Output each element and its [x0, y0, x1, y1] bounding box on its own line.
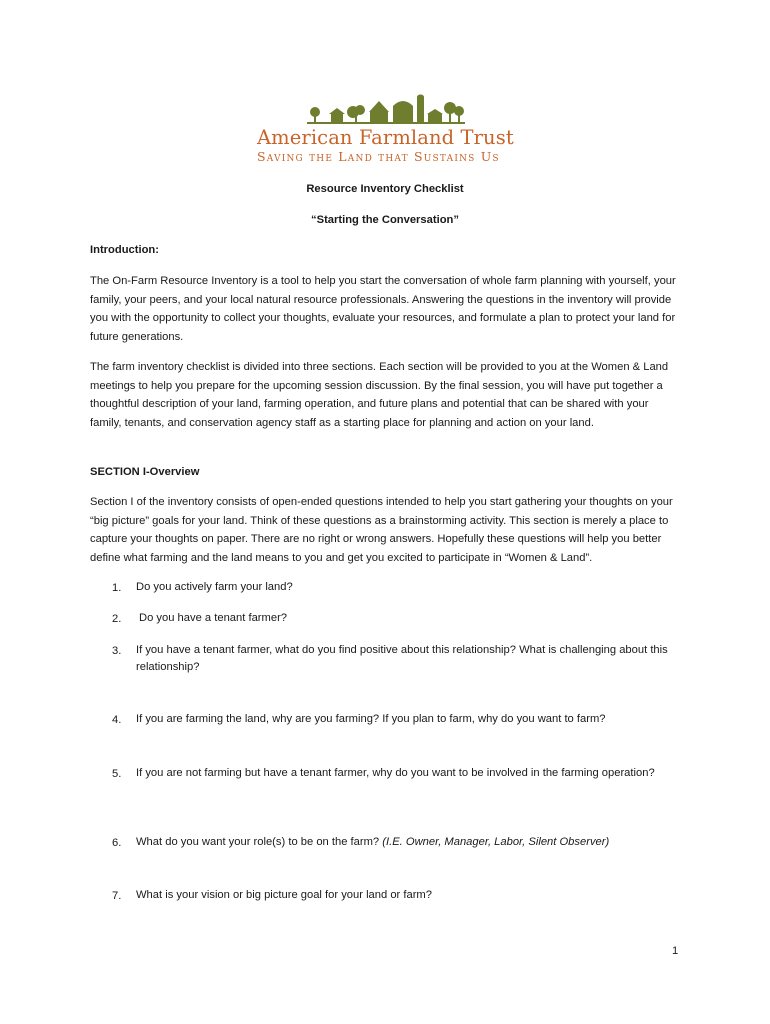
farm-skyline-icon [307, 92, 465, 126]
question-text: Do you have a tenant farmer? [139, 612, 288, 624]
document-subtitle: “Starting the Conversation” [311, 214, 459, 226]
introduction-paragraph-1: The On-Farm Resource Inventory is a tool to help you start the conversation of whole farm planning with yourself, your family, your peers, and your local natural resource professionals. Answering the questions in the inventory will provide you with the opportunity to collect your thoughts, evaluate your resources, and formulate a plan to protect your land for future generations. [90, 275, 676, 343]
section-1-heading: SECTION I-Overview [90, 466, 200, 478]
introduction-heading: Introduction: [90, 244, 159, 256]
question-number: 6. [112, 837, 122, 849]
question-number: 3. [112, 645, 122, 657]
question-text: If you have a tenant farmer, what do you find positive about this relationship? What is challenging about this relationship? [136, 644, 668, 673]
question-text: What is your vision or big picture goal for your land or farm? [136, 889, 432, 901]
page-number: 1 [672, 945, 679, 957]
question-number: 5. [112, 768, 122, 780]
question-text-main: What do you want your role(s) to be on the farm? [136, 836, 380, 848]
question-number: 1. [112, 582, 122, 594]
question-text [136, 834, 682, 851]
question-number: 4. [112, 714, 122, 726]
question-number: 2. [112, 613, 122, 625]
question-note: (I.E. Owner, Manager, Labor, Silent Observer) [382, 836, 610, 848]
question-text: If you are farming the land, why are you farming? If you plan to farm, why do you want to farm? [136, 713, 606, 725]
question-text: If you are not farming but have a tenant farmer, why do you want to be involved in the farming operation? [136, 767, 655, 779]
section-1-paragraph: Section I of the inventory consists of open-ended questions intended to help you start gathering your thoughts on your “big picture” goals for your land. Think of these questions as a brainstorming activity. This section is merely a place to capture your thoughts on paper. There are no right or wrong answers. Hopefully these questions will help you better define what farming and the land means to you and get you excited to participate in “Women & Land”. [90, 496, 673, 564]
logo-tagline: Saving the Land that Sustains Us [257, 149, 500, 164]
logo-name: American Farmland Trust [257, 126, 514, 149]
introduction-paragraph-2: The farm inventory checklist is divided into three sections. Each section will be provided to you at the Women & Land meetings to help you prepare for the upcoming session discussion. By the final session, you will have put together a thoughtful description of your land, farming operation, and future plans and potential that can be shared with your family, tenants, and conservation agency staff as a starting place for planning and action on your land. [90, 361, 669, 429]
document-title: Resource Inventory Checklist [306, 183, 464, 195]
question-number: 7. [112, 890, 122, 902]
american-farmland-trust-logo [257, 92, 515, 170]
question-text: Do you actively farm your land? [136, 581, 293, 593]
